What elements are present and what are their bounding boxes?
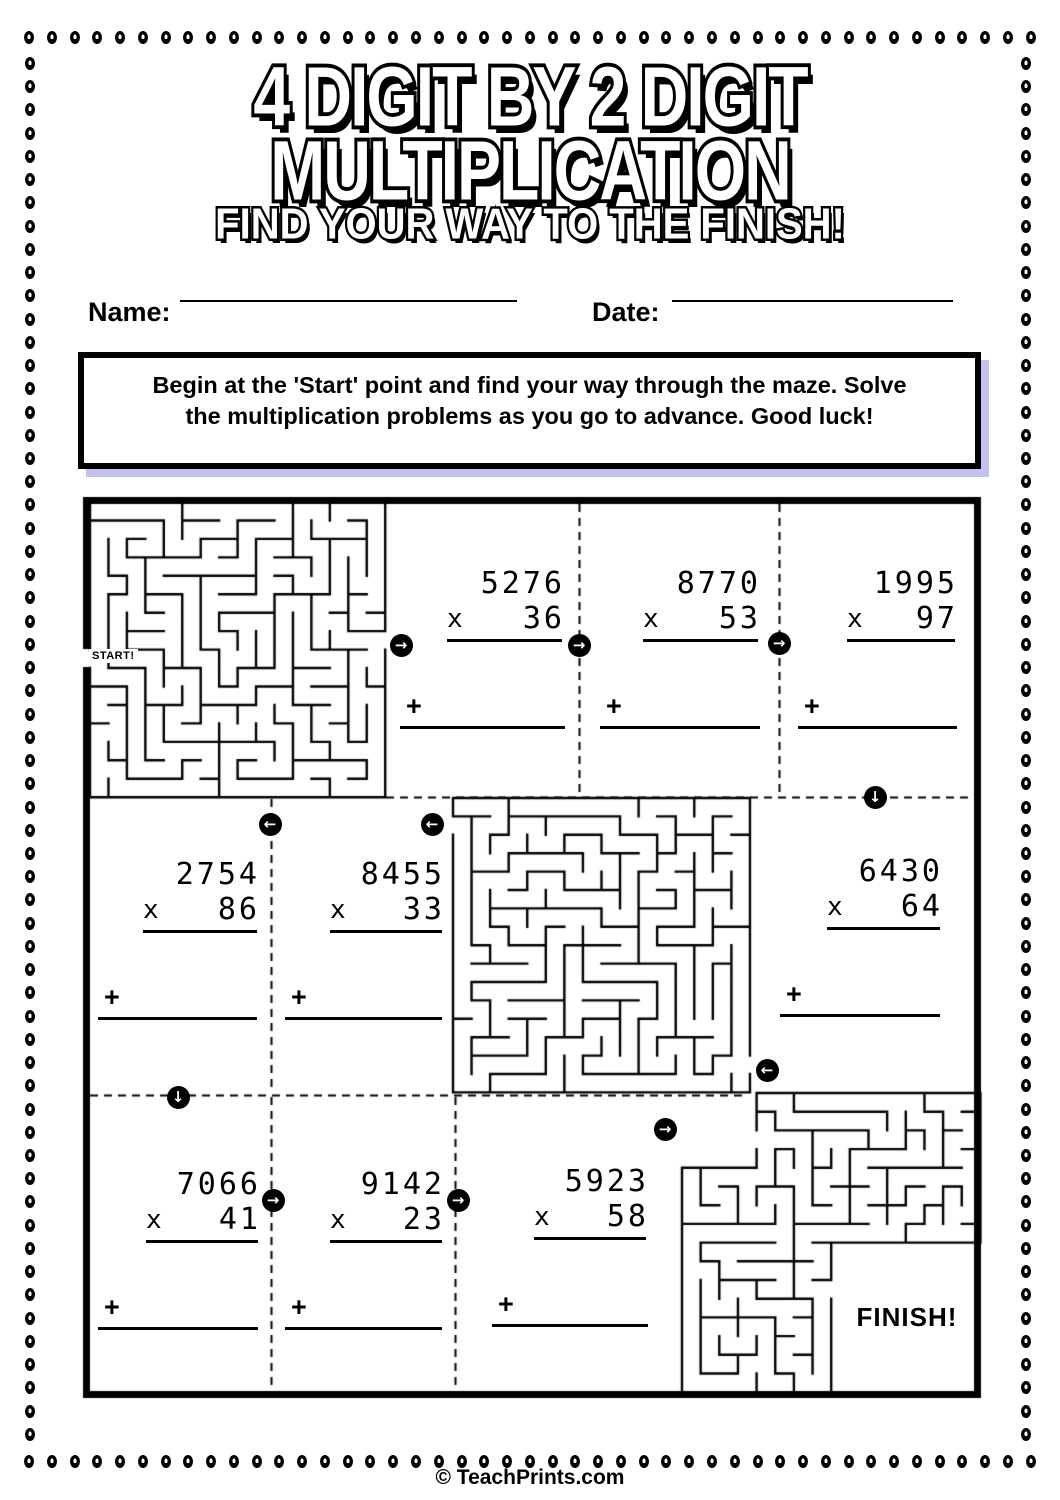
border-dot: [684, 31, 694, 44]
border-dot: [1021, 661, 1031, 674]
name-label: Name:: [88, 297, 171, 327]
border-dot: [25, 1172, 35, 1185]
border-dot: [1021, 963, 1031, 976]
border-dot: [730, 31, 740, 44]
plus-sign: +: [291, 1292, 307, 1322]
multiplier: 23: [402, 1202, 445, 1237]
border-dot: [1021, 917, 1031, 930]
answer-line: [798, 726, 957, 729]
border-dot: [25, 708, 35, 721]
border-dot: [25, 475, 35, 488]
border-dot: [25, 1381, 35, 1394]
border-dot: [25, 940, 35, 953]
border-dot: [25, 1126, 35, 1139]
border-dot: [25, 917, 35, 930]
arrow-right-icon: →: [447, 1189, 470, 1212]
page-title-line1: 4 DIGIT BY 2 DIGIT: [253, 48, 807, 144]
answer-line: [285, 1017, 442, 1020]
border-dot: [1021, 986, 1031, 999]
multiplier-row: [330, 1202, 445, 1243]
multiplier: 53: [718, 601, 761, 636]
border-dot: [616, 31, 626, 44]
border-dot: [25, 1149, 35, 1162]
border-dot: [593, 31, 603, 44]
border-dot: [479, 31, 489, 44]
border-dot: [25, 1265, 35, 1278]
border-dot: [1021, 1033, 1031, 1046]
border-dot: [25, 893, 35, 906]
border-dot: [1021, 522, 1031, 535]
times-sign: x: [827, 892, 843, 922]
border-dot: [1021, 1405, 1031, 1418]
answer-line: [285, 1327, 442, 1330]
border-dot: [1021, 336, 1031, 349]
multiplicand: 7066: [176, 1167, 261, 1202]
times-sign: x: [330, 895, 346, 925]
plus-sign: +: [104, 982, 120, 1012]
border-dot: [1021, 1195, 1031, 1208]
border-dot: [844, 31, 854, 44]
border-dot: [798, 31, 808, 44]
border-dot: [252, 31, 262, 44]
multiplier-row: [447, 601, 565, 642]
border-dot: [25, 452, 35, 465]
border-dot: [25, 568, 35, 581]
multiplicand: 8770: [676, 566, 761, 601]
copyright: © TeachPrints.com: [435, 1466, 625, 1489]
multiplier-row: [847, 601, 958, 642]
multiplier-row: [643, 601, 761, 642]
border-dot: [25, 591, 35, 604]
border-dot: [912, 31, 922, 44]
border-dot: [229, 31, 239, 44]
multiplier: 64: [900, 889, 943, 924]
border-dot: [1021, 1149, 1031, 1162]
border-dot: [25, 986, 35, 999]
multiplication-problem: [285, 1167, 445, 1330]
multiplication-problem: [600, 566, 760, 729]
border-dot: [206, 31, 216, 44]
multiplication-problem: [780, 854, 943, 1017]
border-dot: [25, 1103, 35, 1116]
border-dot: [25, 777, 35, 790]
border-dot: [1021, 731, 1031, 744]
arrow-right-icon: →: [568, 634, 591, 657]
multiplicand: 8455: [360, 857, 445, 892]
multiplication-problem: [400, 566, 565, 729]
date-label: Date:: [592, 297, 660, 327]
border-dot: [343, 31, 353, 44]
border-dot: [25, 1428, 35, 1441]
border-dot: [1021, 1079, 1031, 1092]
border-dot: [1021, 289, 1031, 302]
arrow-right-icon: →: [768, 632, 791, 655]
multiplier-row: [143, 892, 260, 933]
arrow-down-icon: ↓: [864, 786, 887, 809]
answer-line: [492, 1324, 648, 1327]
page-title-line2: MULTIPLICATION: [270, 122, 790, 218]
multiplier: 36: [522, 601, 565, 636]
plus-sign: +: [786, 979, 802, 1009]
border-dot: [661, 31, 671, 44]
plus-sign: +: [804, 691, 820, 721]
border-dot: [25, 615, 35, 628]
name-line: [180, 300, 517, 302]
border-dot: [1021, 1428, 1031, 1441]
border-dot: [25, 731, 35, 744]
multiplicand: 5276: [480, 566, 565, 601]
border-dot: [753, 31, 763, 44]
border-dot: [25, 824, 35, 837]
border-dot: [1021, 545, 1031, 558]
border-dot: [1021, 313, 1031, 326]
border-dot: [25, 1405, 35, 1418]
border-dot: [1021, 893, 1031, 906]
border-dot: [25, 847, 35, 860]
border-dot: [115, 31, 125, 44]
border-dot: [25, 1358, 35, 1371]
date-line: [672, 300, 953, 302]
border-dot: [1021, 1242, 1031, 1255]
border-dot: [775, 31, 785, 44]
arrow-down-icon: ↓: [167, 1086, 190, 1109]
border-dot: [25, 359, 35, 372]
border-dot: [570, 31, 580, 44]
multiplication-problem: [285, 857, 445, 1020]
border-dot: [25, 336, 35, 349]
border-dot: [25, 1195, 35, 1208]
border-dot: [457, 31, 467, 44]
border-dot: [25, 382, 35, 395]
border-dot: [183, 31, 193, 44]
multiplier-row: [330, 892, 445, 933]
border-dot: [274, 31, 284, 44]
times-sign: x: [330, 1205, 346, 1235]
border-dot: [1021, 801, 1031, 814]
border-dot: [1021, 1265, 1031, 1278]
multiplication-problem: [98, 857, 260, 1020]
border-dot: [1021, 1335, 1031, 1348]
border-dot: [161, 31, 171, 44]
border-dot: [47, 31, 57, 44]
instruction-text-line1: Begin at the 'Start' point and find your way through the maze. Solve: [152, 372, 907, 398]
border-dot: [70, 31, 80, 44]
border-dot: [1021, 870, 1031, 883]
border-dot: [1021, 568, 1031, 581]
border-dot: [1021, 498, 1031, 511]
multiplier: 86: [217, 892, 260, 927]
border-dot: [25, 406, 35, 419]
border-dot: [1021, 824, 1031, 837]
instruction-box: [78, 352, 981, 469]
border-dot: [980, 31, 990, 44]
multiplicand: 9142: [360, 1167, 445, 1202]
multiplication-problem: [492, 1164, 648, 1327]
border-dot: [866, 31, 876, 44]
border-dot: [957, 31, 967, 44]
border-dot: [1021, 359, 1031, 372]
border-dot: [25, 1219, 35, 1232]
instruction-text-line2: the multiplication problems as you go to advance. Good luck!: [185, 403, 874, 429]
border-dot: [1021, 1056, 1031, 1069]
border-dot: [434, 31, 444, 44]
border-dot: [1021, 754, 1031, 767]
border-dot: [25, 1335, 35, 1348]
border-dot: [1021, 406, 1031, 419]
times-sign: x: [146, 1205, 162, 1235]
plus-sign: +: [406, 691, 422, 721]
border-dot: [25, 638, 35, 651]
border-dot: [1021, 1219, 1031, 1232]
multiplication-problem: [798, 566, 957, 729]
plus-sign: +: [498, 1289, 514, 1319]
border-dot: [138, 31, 148, 44]
border-dot: [365, 31, 375, 44]
page-subtitle: FIND YOUR WAY TO THE FINISH!: [215, 200, 845, 249]
border-dot: [1021, 1358, 1031, 1371]
border-dot: [525, 31, 535, 44]
plus-sign: +: [291, 982, 307, 1012]
arrow-left-icon: ←: [421, 813, 444, 836]
arrow-right-icon: →: [390, 634, 413, 657]
border-dot: [25, 963, 35, 976]
border-dot: [25, 1010, 35, 1023]
multiplicand: 6430: [858, 854, 943, 889]
border-dot: [1021, 1312, 1031, 1325]
border-dot: [1021, 847, 1031, 860]
multiplicand: 2754: [175, 857, 260, 892]
border-dot: [25, 1242, 35, 1255]
border-dot: [821, 31, 831, 44]
border-dot: [1021, 1010, 1031, 1023]
multiplier: 58: [606, 1199, 649, 1234]
border-dot: [25, 684, 35, 697]
border-dot: [1021, 1126, 1031, 1139]
border-dot: [388, 31, 398, 44]
multiplier: 97: [915, 601, 958, 636]
border-dot: [25, 522, 35, 535]
answer-line: [600, 726, 760, 729]
border-dot: [639, 31, 649, 44]
answer-line: [780, 1014, 940, 1017]
border-dot: [1021, 266, 1031, 279]
border-dot: [1003, 31, 1013, 44]
border-dot: [25, 289, 35, 302]
arrow-right-icon: →: [654, 1118, 677, 1141]
border-dot: [1021, 452, 1031, 465]
multiplicand: 1995: [873, 566, 958, 601]
answer-line: [400, 726, 565, 729]
multiplier-row: [827, 889, 943, 930]
multiplier-row: [534, 1199, 649, 1240]
dotted-border-left: [25, 57, 39, 1441]
border-dot: [25, 429, 35, 442]
border-dot: [707, 31, 717, 44]
arrow-left-icon: ←: [259, 813, 282, 836]
border-dot: [92, 31, 102, 44]
border-dot: [25, 870, 35, 883]
answer-line: [98, 1327, 258, 1330]
dotted-border-right: [1021, 57, 1035, 1441]
border-dot: [25, 545, 35, 558]
border-dot: [1021, 638, 1031, 651]
border-dot: [1021, 940, 1031, 953]
times-sign: x: [534, 1202, 550, 1232]
arrow-left-icon: ←: [756, 1059, 779, 1082]
border-dot: [25, 1312, 35, 1325]
border-dot: [25, 498, 35, 511]
border-dot: [935, 31, 945, 44]
border-dot: [1021, 708, 1031, 721]
times-sign: x: [847, 604, 863, 634]
border-dot: [25, 754, 35, 767]
border-dot: [1021, 591, 1031, 604]
border-dot: [25, 1079, 35, 1092]
border-dot: [1021, 429, 1031, 442]
multiplier: 41: [218, 1202, 261, 1237]
border-dot: [1021, 777, 1031, 790]
plus-sign: +: [606, 691, 622, 721]
border-dot: [24, 31, 34, 44]
border-dot: [25, 661, 35, 674]
maze-finish-label: FINISH!: [856, 1301, 958, 1332]
border-dot: [1021, 1381, 1031, 1394]
border-dot: [889, 31, 899, 44]
times-sign: x: [447, 604, 463, 634]
border-dot: [1021, 382, 1031, 395]
border-dot: [1021, 615, 1031, 628]
multiplier: 33: [402, 892, 445, 927]
border-dot: [25, 801, 35, 814]
border-dot: [297, 31, 307, 44]
border-dot: [1021, 475, 1031, 488]
border-dot: [1021, 1172, 1031, 1185]
multiplicand: 5923: [564, 1164, 649, 1199]
multiplier-row: [146, 1202, 261, 1243]
border-dot: [25, 313, 35, 326]
border-dot: [25, 1056, 35, 1069]
border-dot: [1026, 31, 1036, 44]
answer-line: [98, 1017, 257, 1020]
border-dot: [1021, 684, 1031, 697]
border-dot: [1021, 1103, 1031, 1116]
border-dot: [502, 31, 512, 44]
border-dot: [320, 31, 330, 44]
multiplication-problem: [98, 1167, 261, 1330]
times-sign: x: [643, 604, 659, 634]
border-dot: [1021, 1288, 1031, 1301]
border-dot: [25, 1288, 35, 1301]
border-dot: [411, 31, 421, 44]
arrow-right-icon: →: [262, 1189, 285, 1212]
times-sign: x: [143, 895, 159, 925]
border-dot: [25, 266, 35, 279]
border-dot: [25, 1033, 35, 1046]
border-dot: [548, 31, 558, 44]
plus-sign: +: [104, 1292, 120, 1322]
maze-start-label: START!: [89, 649, 138, 663]
dotted-border-top: [24, 31, 1036, 45]
